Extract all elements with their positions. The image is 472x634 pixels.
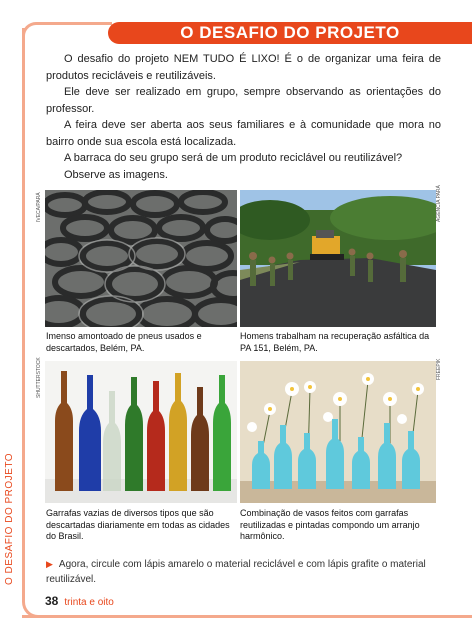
vases-photo (240, 361, 436, 503)
page-number-words: trinta e oito (64, 597, 114, 608)
paragraph: Ele deve ser realizado em grupo, sempre observando as orientações do professor. (46, 86, 441, 115)
tires-photo (45, 190, 237, 327)
photo-caption: Imenso amontoado de pneus usados e descartados, Belém, PA. (46, 331, 202, 353)
page-footer (45, 594, 114, 608)
paragraph: A barraca do seu grupo será de um produto reciclável ou reutilizável? (64, 152, 403, 164)
page-number: 38 (45, 594, 59, 608)
activity-instruction (46, 557, 446, 587)
paragraph: A feira deve ser aberta aos seus familiares e à comunidade que mora no bairro onde sua escola está localizada. (46, 119, 441, 148)
road-photo (240, 190, 436, 327)
photo-caption: Garrafas vazias de diversos tipos que são descartadas diariamente em todas as cidades do Brasil. (46, 508, 230, 541)
triangle-bullet-icon: ▶ (46, 559, 53, 569)
photo-credit: FREEPIK (436, 358, 442, 380)
photo-credit: IVECA/PARÁ (36, 192, 42, 222)
frame-left-border (22, 28, 38, 618)
paragraph: O desafio do projeto NEM TUDO É LIXO! É o de organizar uma feira de produtos recicláveis e reutilizáveis. (46, 53, 441, 82)
intro-text (46, 51, 441, 183)
photo-credit: AGÊNCIA PARÁ (436, 185, 442, 222)
paragraph: Observe as imagens. (64, 168, 168, 181)
bottles-photo (45, 361, 237, 503)
photo-caption: Homens trabalham na recuperação asfáltica da PA 151, Belém, PA. (240, 331, 430, 353)
instruction-text: Agora, circule com lápis amarelo o material reciclável e com lápis grafite o material reutilizável. (46, 559, 426, 585)
frame-bottom-border (22, 615, 472, 618)
photo-credit: SHUTTERSTOCK (36, 357, 42, 398)
side-section-label: O DESAFIO DO PROJETO (4, 452, 15, 585)
photo-caption: Combinação de vasos feitos com garrafas reutilizadas e pintadas compondo um arranjo harmônico. (240, 508, 420, 541)
page-title: O DESAFIO DO PROJETO (180, 23, 400, 42)
